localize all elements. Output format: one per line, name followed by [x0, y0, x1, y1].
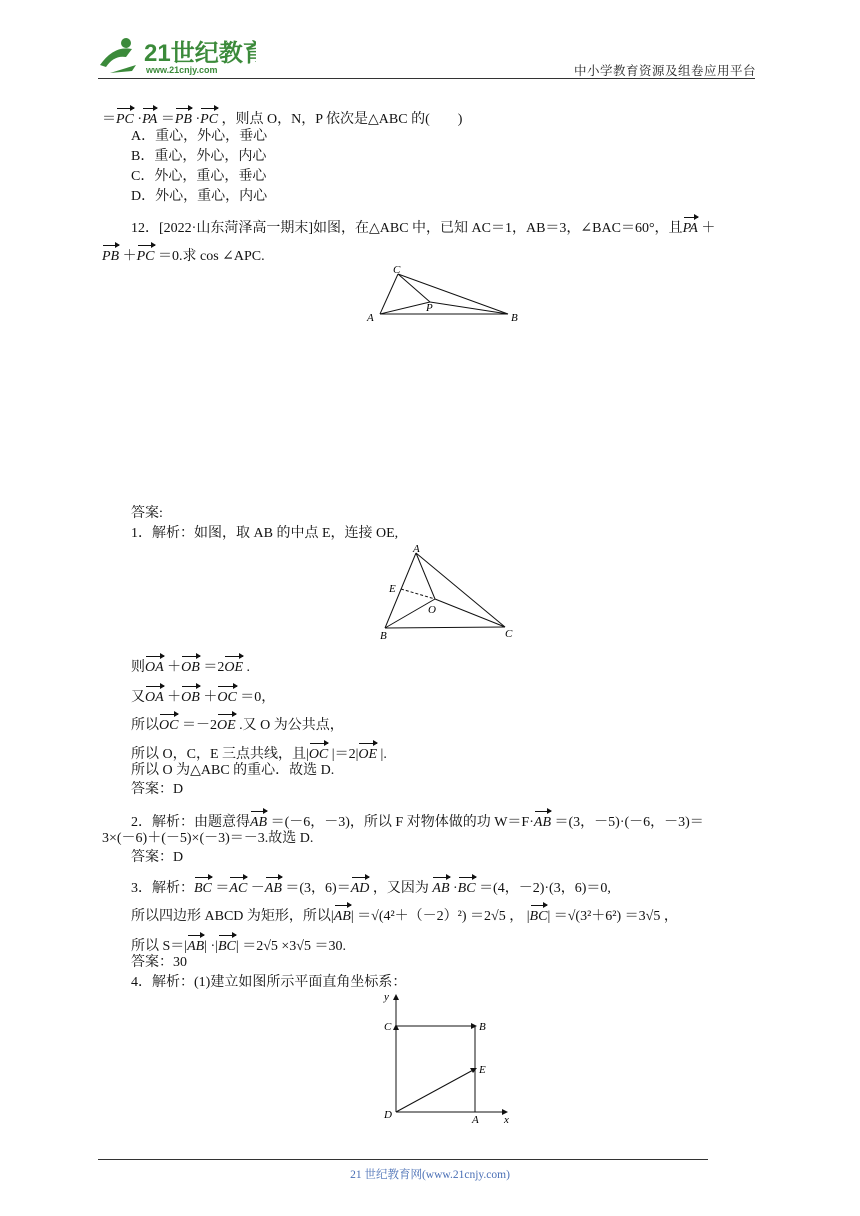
- q12-line1: 12．[2022·山东菏泽高一期末]如图，在△ABC 中，已知 AC＝1，AB＝3，∠BAC＝60°，且PA ＋: [131, 216, 715, 238]
- a4-label-b: B: [479, 1021, 486, 1033]
- a2-line1: 2．解析：由题意得AB ＝(－6，－3)，所以 F 对物体做的功 W＝F·AB ＝(3，－5)·(－6，－3)＝: [131, 810, 704, 832]
- a4-label-e: E: [479, 1064, 486, 1076]
- a1-line1: 则OA ＋OB ＝2OE .: [131, 655, 250, 677]
- header-rule: [98, 78, 755, 79]
- a4-label-c: C: [384, 1021, 392, 1033]
- a4-label-d: D: [384, 1109, 392, 1121]
- q11-option-d: D．外心，重心，内心: [131, 189, 268, 204]
- a3-line3: 所以 S＝|AB| ·|BC| ＝2√5 ×3√5 ＝30.: [131, 934, 346, 956]
- a3-line2: 所以四边形 ABCD 为矩形，所以|AB| ＝√(4²＋（－2）²) ＝2√5 ， |BC| ＝√(3²＋6²) ＝3√5 ，: [131, 904, 678, 926]
- a1-label-a: A: [413, 543, 420, 555]
- logo-main: 21世纪教育: [144, 40, 256, 67]
- a3-answer: 答案：30: [131, 955, 187, 970]
- q12-label-c: C: [393, 264, 401, 276]
- a1-line4: 所以 O，C，E 三点共线，且|OC |＝2|OE |.: [131, 742, 387, 764]
- q12-line2: PB ＋PC ＝0.求 cos ∠APC.: [102, 244, 265, 266]
- a4-label-a: A: [472, 1114, 479, 1126]
- q11-option-c: C．外心，重心，垂心: [131, 169, 267, 184]
- a1-answer: 答案：D: [131, 782, 184, 797]
- site-logo: [96, 35, 256, 79]
- a1-triangle-figure: [375, 543, 525, 641]
- a4-coordinate-figure: [376, 990, 516, 1126]
- a2-line2: 3×(－6)＋(－5)×(－3)＝－3.故选 D.: [102, 831, 314, 846]
- q11-option-a: A．重心，外心，垂心: [131, 129, 268, 144]
- a1-label-c: C: [505, 628, 513, 640]
- a1-intro: 1．解析：如图，取 AB 的中点 E，连接 OE,: [131, 526, 399, 541]
- a1-label-e: E: [389, 583, 396, 595]
- q11-stem: ＝PC ·PA ＝PB ·PC ，则点 O，N，P 依次是△ABC 的( ): [102, 107, 462, 129]
- q11-option-b: B．重心，外心，内心: [131, 149, 267, 164]
- a2-answer: 答案：D: [131, 850, 184, 865]
- a1-label-o: O: [428, 604, 436, 616]
- a1-line5: 所以 O 为△ABC 的重心．故选 D.: [131, 763, 335, 778]
- q12-label-p: P: [426, 302, 433, 314]
- a1-label-b: B: [380, 630, 387, 641]
- a1-line2: 又OA ＋OB ＋OC ＝0，: [131, 685, 275, 707]
- q12-triangle-figure: [360, 262, 530, 328]
- a1-line3: 所以OC ＝－2OE .又 O 为公共点，: [131, 713, 344, 735]
- q12-label-b: B: [511, 312, 518, 324]
- site-tagline: 中小学教育资源及组卷应用平台: [573, 63, 756, 78]
- a3-line1: 3．解析：BC ＝AC －AB ＝(3，6)＝AD ，又因为 AB ·BC ＝(4，－2)·(3，6)＝0,: [131, 876, 611, 898]
- a4-label-x: x: [504, 1114, 509, 1126]
- answers-heading: 答案:: [131, 506, 163, 521]
- a4-line1: 4．解析：(1)建立如图所示平面直角坐标系：: [131, 975, 407, 990]
- a4-label-y: y: [384, 991, 389, 1003]
- footer-rule: [98, 1159, 708, 1160]
- q12-label-a: A: [367, 312, 374, 324]
- logo-url: www.21cnjy.com: [146, 65, 218, 75]
- footer-text: 21 世纪教育网(www.21cnjy.com): [350, 1169, 510, 1181]
